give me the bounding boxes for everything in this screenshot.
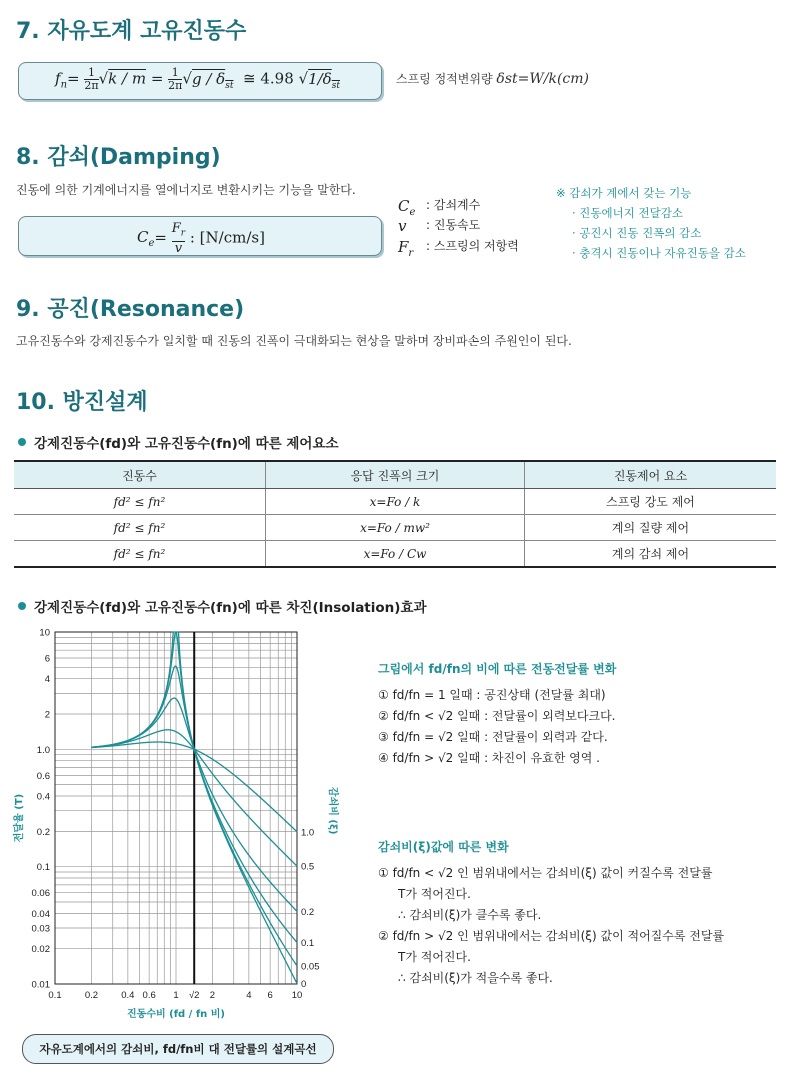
natural-frequency-formula-box bbox=[18, 62, 382, 100]
damping-variables bbox=[398, 196, 519, 259]
x-tick-label: 6 bbox=[267, 990, 273, 1001]
curve-label: 0.05 bbox=[301, 961, 320, 973]
damping-description: 진동에 의한 기계에너지를 열에너지로 변환시키는 기능을 말한다. bbox=[16, 183, 356, 197]
x-tick-label: √2 bbox=[188, 990, 200, 1001]
ratio-explanation bbox=[378, 660, 616, 770]
x-tick-label: 10 bbox=[291, 990, 303, 1001]
damping-line: ∴ 감쇠비(ξ)가 클수록 좋다. bbox=[398, 908, 542, 922]
control-elements-table bbox=[14, 460, 776, 568]
damping-note-item: · 진동에너지 전달감소 bbox=[572, 206, 683, 220]
ratio-line: ③ fd/fn = √2 일때 : 전달률이 외력과 같다. bbox=[378, 730, 608, 744]
damping-note-item: · 충격시 진동이나 자유진동을 감소 bbox=[572, 246, 746, 260]
table-row bbox=[14, 541, 776, 568]
table-cell: 계의 감쇠 제어 bbox=[525, 541, 776, 568]
y-tick-label: 4 bbox=[44, 674, 50, 686]
bullet-dot-icon bbox=[18, 602, 26, 610]
x-tick-label: 2 bbox=[209, 990, 216, 1001]
x-tick-label: 4 bbox=[246, 990, 252, 1001]
control-elements-heading: 강제진동수(fd)와 고유진동수(fn)에 따른 제어요소 bbox=[18, 432, 339, 452]
curve-label: 1.0 bbox=[301, 827, 315, 839]
table-cell: fd² ≤ fn² bbox=[14, 541, 265, 568]
variable-fr-label: : 스프링의 저항력 bbox=[426, 239, 519, 253]
damping-note-item: · 공진시 진동 진폭의 감소 bbox=[572, 226, 702, 240]
section-8-title: 8. 감쇠(Damping) bbox=[16, 145, 221, 170]
x-axis-label: 진동수비 (fd / fn 비) bbox=[127, 1009, 225, 1020]
table-cell: x=Fo / Cw bbox=[265, 541, 524, 568]
curve-label: 0.1 bbox=[301, 937, 315, 949]
table-row bbox=[14, 489, 776, 515]
damping-line: ① fd/fn < √2 인 범위내에서는 감쇠비(ξ) 값이 커질수록 전달률 bbox=[378, 866, 713, 880]
variable-ce-label: : 감쇠계수 bbox=[426, 198, 481, 212]
table-header-cell: 응답 진폭의 크기 bbox=[265, 461, 524, 489]
curve-label: 0.2 bbox=[301, 906, 315, 918]
y-axis-label: 전달율 (T) bbox=[14, 793, 25, 843]
y-tick-label: 0.6 bbox=[36, 770, 50, 782]
table-cell: 계의 질량 제어 bbox=[525, 515, 776, 541]
x-tick-label: 1 bbox=[173, 990, 179, 1001]
curve-label: 0.5 bbox=[301, 861, 315, 873]
ratio-line: ② fd/fn < √2 일때 : 전달률이 외력보다크다. bbox=[378, 709, 616, 723]
damping-line: T가 적어진다. bbox=[398, 950, 471, 964]
static-deflection-formula: δst=W/k(cm) bbox=[496, 71, 589, 87]
table-header-cell: 진동제어 요소 bbox=[525, 461, 776, 489]
damping-line: ∴ 감쇠비(ξ)가 적을수록 좋다. bbox=[398, 971, 553, 985]
table-row bbox=[14, 515, 776, 541]
damping-line: ② fd/fn > √2 인 범위내에서는 감쇠비(ξ) 값이 적어질수록 전달률 bbox=[378, 929, 725, 943]
ratio-line: ④ fd/fn > √2 일때 : 차진이 유효한 영역 . bbox=[378, 751, 600, 765]
damping-formula: $C_e= F_r$ v : [N/cm/s] bbox=[137, 221, 265, 256]
ratio-line: ① fd/fn = 1 일때 : 공진상태 (전달률 최대) bbox=[378, 688, 606, 702]
natural-frequency-formula: $f_n= 1$ 2π √k / m = 1 2π $√g / \delta_{st}$ ≅ 4.98 $√1/\delta_{st}$ bbox=[55, 66, 340, 92]
variable-v-label: : 진동속도 bbox=[426, 218, 481, 232]
damping-formula-box bbox=[18, 216, 382, 256]
ratio-explanation-title: 그림에서 fd/fn의 비에 따른 전동전달률 변화 bbox=[378, 662, 617, 676]
y-tick-label: 6 bbox=[44, 653, 50, 665]
y-tick-label: 2 bbox=[44, 709, 50, 721]
y-tick-label: 0.03 bbox=[31, 923, 50, 935]
y-tick-label: 10 bbox=[39, 627, 50, 639]
variable-v: v : 진동속도 bbox=[398, 217, 481, 235]
y-axis-label-right: 감쇠비 (ξ) bbox=[327, 786, 338, 835]
x-tick-label: 0.2 bbox=[84, 990, 99, 1001]
table-cell: 스프링 강도 제어 bbox=[525, 489, 776, 515]
table-cell: fd² ≤ fn² bbox=[14, 489, 265, 515]
damping-function-notes bbox=[556, 183, 746, 263]
damping-ratio-title: 감쇠비(ξ)값에 따른 변화 bbox=[378, 840, 509, 854]
section-10-title: 10. 방진설계 bbox=[16, 390, 148, 415]
x-tick-label: 0.4 bbox=[121, 990, 135, 1001]
section-7-title: 7. 자유도계 고유진동수 bbox=[16, 19, 247, 44]
table-header-cell: 진동수 bbox=[14, 461, 265, 489]
x-tick-label: 0.6 bbox=[142, 990, 156, 1001]
resonance-description: 고유진동수와 강제진동수가 일치할 때 진동의 진폭이 극대화되는 현상을 말하며 장비파손의 주원인이 된다. bbox=[16, 334, 572, 348]
table-header-row bbox=[14, 461, 776, 489]
y-tick-label: 0.4 bbox=[36, 791, 50, 803]
table-cell: x=Fo / mw² bbox=[265, 515, 524, 541]
y-tick-label: 0.06 bbox=[31, 888, 50, 900]
section-9-title: 9. 공진(Resonance) bbox=[16, 297, 245, 322]
transmissibility-chart bbox=[0, 624, 360, 1029]
y-tick-label: 0.04 bbox=[31, 908, 50, 920]
y-tick-label: 0.1 bbox=[36, 862, 50, 874]
y-tick-label: 0.2 bbox=[36, 826, 50, 838]
static-deflection-note bbox=[396, 70, 589, 87]
insolation-heading: 강제진동수(fd)와 고유진동수(fn)에 따른 차진(Insolation)효과 bbox=[18, 596, 427, 616]
x-tick-label: 0.1 bbox=[48, 990, 62, 1001]
variable-ce: $C_e$ : 감쇠계수 bbox=[398, 197, 481, 218]
y-tick-label: 1.0 bbox=[36, 744, 50, 756]
table-cell: fd² ≤ fn² bbox=[14, 515, 265, 541]
damping-notes-title: ※ 감쇠가 계에서 갖는 기능 bbox=[556, 186, 692, 200]
damping-line: T가 적어진다. bbox=[398, 887, 471, 901]
damping-ratio-explanation bbox=[378, 838, 778, 990]
variable-fr: $F_r$ : 스프링의 저항력 bbox=[398, 238, 519, 259]
chart-caption: 자유도계에서의 감쇠비, fd/fn비 대 전달률의 설계곡선 bbox=[22, 1034, 334, 1064]
bullet-dot-icon bbox=[18, 438, 26, 446]
curve-label: 0 bbox=[301, 978, 307, 990]
static-deflection-label: 스프링 정적변위량 bbox=[396, 72, 493, 86]
y-tick-label: 0.01 bbox=[31, 979, 50, 991]
table-cell: x=Fo / k bbox=[265, 489, 524, 515]
y-tick-label: 0.02 bbox=[31, 944, 50, 956]
